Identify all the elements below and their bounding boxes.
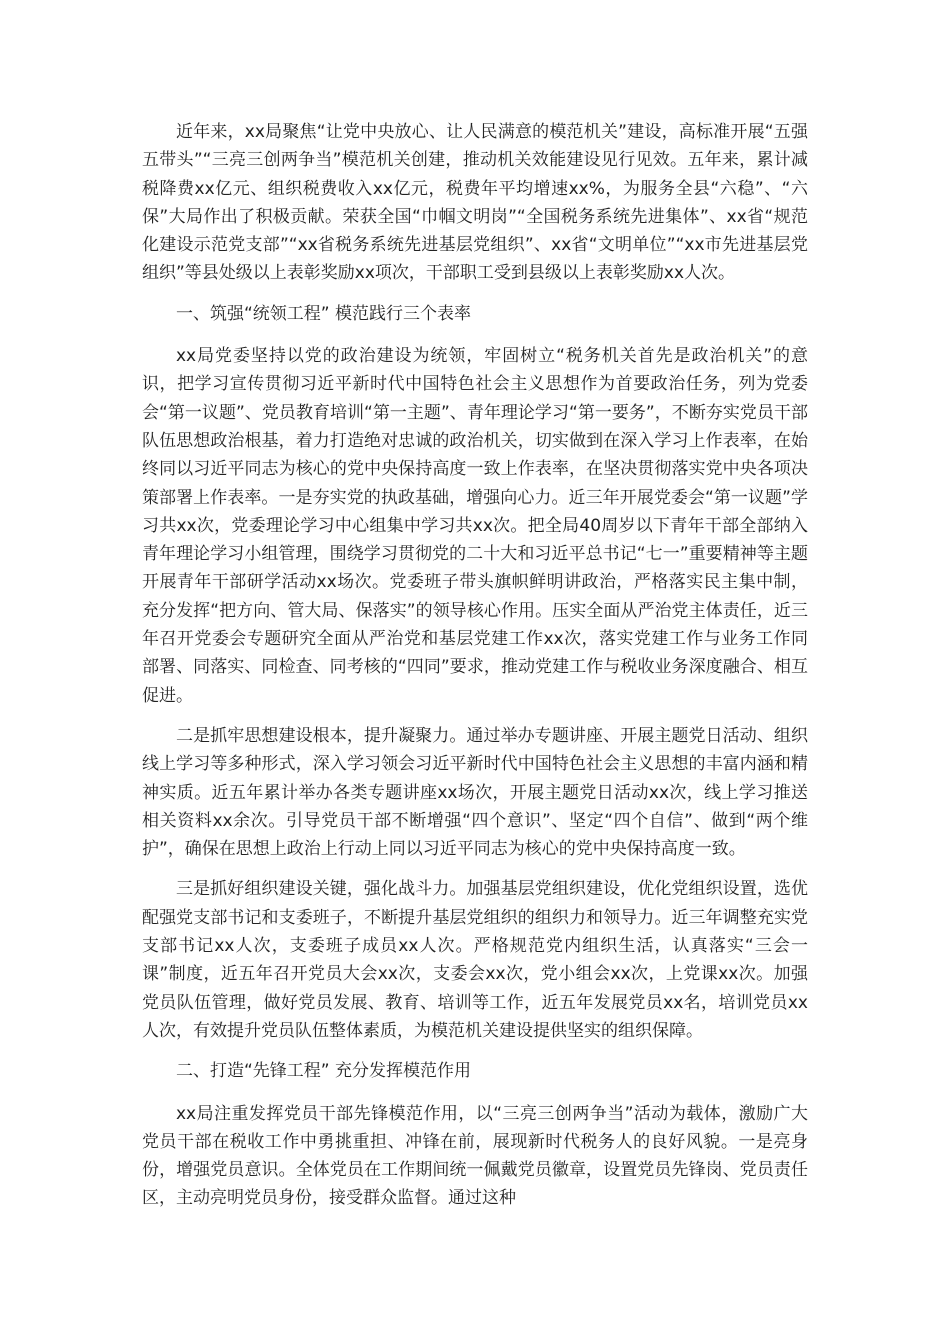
section-2-paragraph-1: xx局注重发挥党员干部先锋模范作用，以“三亮三创两争当”活动为载体，激励广大党员干部在税收工作中勇挑重担、冲锋在前，展现新时代税务人的良好风貌。一是亮身份，增强党员意识。全体党员在工作期间统一佩戴党员徽章，设置党员先锋岗、党员责任区，主动亮明党员身份，接受群众监督。通过这种 — [142, 1103, 808, 1209]
section-1-paragraph-3: 三是抓好组织建设关键，强化战斗力。加强基层党组织建设，优化党组织设置，选优配强党支部书记和支委班子，不断提升基层党组织的组织力和领导力。近三年调整充实党支部书记xx人次，支委班子成员xx人次。严格规范党内组织生活，认真落实“三会一课”制度，近五年召开党员大会xx次，支委会xx次，党小组会xx次，上党课xx次。加强党员队伍管理，做好党员发展、教育、培训等工作，近五年发展党员xx名，培训党员xx人次，有效提升党员队伍整体素质，为模范机关建设提供坚实的组织保障。 — [142, 879, 808, 1041]
section-1-paragraph-2: 二是抓牢思想建设根本，提升凝聚力。通过举办专题讲座、开展主题党日活动、组织线上学习等多种形式，深入学习领会习近平新时代中国特色社会主义思想的丰富内涵和精神实质。近五年累计举办各类专题讲座xx场次，开展主题党日活动xx次，线上学习推送相关资料xx余次。引导党员干部不断增强“四个意识”、坚定“四个自信”、做到“两个维护”，确保在思想上政治上行动上同以习近平同志为核心的党中央保持高度一致。 — [142, 725, 808, 860]
document-page — [142, 118, 808, 1225]
section-1-heading: 一、筑强“统领工程” 模范践行三个表率 — [176, 303, 472, 324]
intro-paragraph: 近年来，xx局聚焦“让党中央放心、让人民满意的模范机关”建设，高标准开展“五强五带头”“三亮三创两争当”模范机关创建，推动机关效能建设见行见效。五年来，累计减税降费xx亿元、组织税费收入xx亿元，税费年平均增速xx%，为服务全县“六稳”、“六保”大局作出了积极贡献。荣获全国“巾帼文明岗”“全国税务系统先进集体”、xx省“规范化建设示范党支部”“xx省税务系统先进基层党组织”、xx省“文明单位”“xx市先进基层党组织”等县处级以上表彰奖励xx项次，干部职工受到县级以上表彰奖励xx人次。 — [142, 122, 808, 284]
section-1-paragraph-1: xx局党委坚持以党的政治建设为统领，牢固树立“税务机关首先是政治机关”的意识，把学习宣传贯彻习近平新时代中国特色社会主义思想作为首要政治任务，列为党委会“第一议题”、党员教育培训“第一主题”、青年理论学习“第一要务”，不断夯实党员干部队伍思想政治根基，着力打造绝对忠诚的政治机关，切实做到在深入学习上作表率，在始终同以习近平同志为核心的党中央保持高度一致上作表率，在坚决贯彻落实党中央各项决策部署上作表率。一是夯实党的执政基础，增强向心力。近三年开展党委会“第一议题”学习共xx次，党委理论学习中心组集中学习共xx次。把全局40周岁以下青年干部全部纳入青年理论学习小组管理，围绕学习贯彻党的二十大和习近平总书记“七一”重要精神等主题开展青年干部研学活动xx场次。党委班子带头旗帜鲜明讲政治，严格落实民主集中制，充分发挥“把方向、管大局、保落实”的领导核心作用。压实全面从严治党主体责任，近三年召开党委会专题研究全面从严治党和基层党建工作xx次，落实党建工作与业务工作同部署、同落实、同检查、同考核的“四同”要求，推动党建工作与税收业务深度融合、相互促进。 — [142, 346, 808, 706]
section-2-heading: 二、打造“先锋工程” 充分发挥模范作用 — [176, 1061, 472, 1082]
